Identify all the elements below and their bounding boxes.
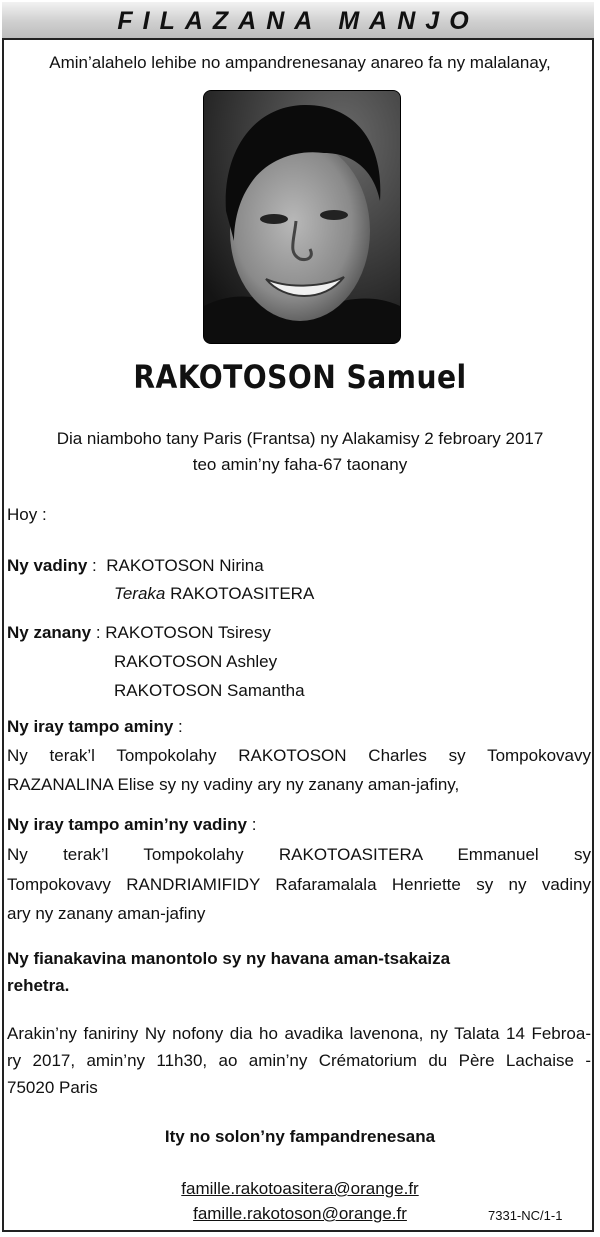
vadiny-teraka-line <box>114 584 314 604</box>
tampo-vadiny-line-2: Tompokovavy RANDRIAMIFIDY Rafaramalala Henriette sy ny vadiny <box>7 875 591 894</box>
email-link-2[interactable]: famille.rakotoson@orange.fr <box>193 1204 407 1223</box>
tampo-aminy-line-1: Ny terak’l Tompokolahy RAKOTOSON Charles sy Tompokovavy <box>7 746 591 765</box>
zanany-label: Ny zanany <box>7 623 92 642</box>
death-line-1: Dia niamboho tany Paris (Frantsa) ny Alakamisy 2 febroary 2017 <box>56 429 544 448</box>
arakiny-line-2: ry 2017, amin’ny 11h30, ao amin’ny Crématorium du Père Lachaise - <box>7 1051 591 1070</box>
vadiny-name: RAKOTOSON Nirina <box>106 556 264 575</box>
zanany-sep: : <box>91 623 106 642</box>
teraka-name: RAKOTOASITERA <box>165 584 315 603</box>
zanany-name-3: RAKOTOSON Samantha <box>114 681 305 700</box>
tampo-vadiny-line-1: Ny terak’l Tompokolahy RAKOTOASITERA Emmanuel sy <box>7 845 591 864</box>
email-row-1 <box>0 1179 600 1199</box>
tampo-vadiny-line-3: ary ny zanany aman-jafiny <box>7 904 206 923</box>
notice-header: FILAZANA MANJO <box>2 2 594 40</box>
portrait-photo <box>203 90 401 344</box>
tampo-vadiny-label: Ny iray tampo amin’ny vadiny <box>7 815 247 834</box>
death-line-2: teo amin’ny faha-67 taonany <box>192 455 408 474</box>
fianakaviana-line-2: rehetra. <box>7 976 70 995</box>
reference-code: 7331-NC/1-1 <box>488 1208 563 1223</box>
tampo-vadiny-sep: : <box>246 815 257 834</box>
email-link-1[interactable]: famille.rakotoasitera@orange.fr <box>181 1179 419 1198</box>
tampo-aminy-line-2: RAZANALINA Elise sy ny vadiny ary ny zanany aman-jafiny, <box>7 775 460 794</box>
tampo-vadiny-heading <box>7 815 256 835</box>
tampo-aminy-heading <box>7 717 183 737</box>
intro-text: Amin’alahelo lehibe no ampandrenesanay anareo fa ny malalanay, <box>49 53 551 72</box>
zanany-name-1: RAKOTOSON Tsiresy <box>105 623 271 642</box>
hoy-label: Hoy : <box>7 505 47 524</box>
zanany-name-2: RAKOTOSON Ashley <box>114 652 278 671</box>
tampo-aminy-label: Ny iray tampo aminy <box>7 717 174 736</box>
zanany-line <box>7 623 271 643</box>
deceased-name: RAKOTOSON Samuel <box>133 358 467 396</box>
teraka-label: Teraka <box>114 584 166 603</box>
vadiny-sep: : <box>87 556 107 575</box>
closing-text: Ity no solon’ny fampandrenesana <box>164 1127 436 1146</box>
fianakaviana-line-1: Ny fianakavina manontolo sy ny havana aman-tsakaiza <box>7 949 451 968</box>
portrait-photo-icon <box>204 91 400 343</box>
arakiny-line-3: 75020 Paris <box>7 1078 98 1097</box>
arakiny-line-1: Arakin’ny faniriny Ny nofony dia ho avadika lavenona, ny Talata 14 Febroa- <box>7 1024 591 1043</box>
tampo-aminy-sep: : <box>173 717 183 736</box>
vadiny-label: Ny vadiny <box>7 556 88 575</box>
vadiny-line <box>7 556 264 576</box>
